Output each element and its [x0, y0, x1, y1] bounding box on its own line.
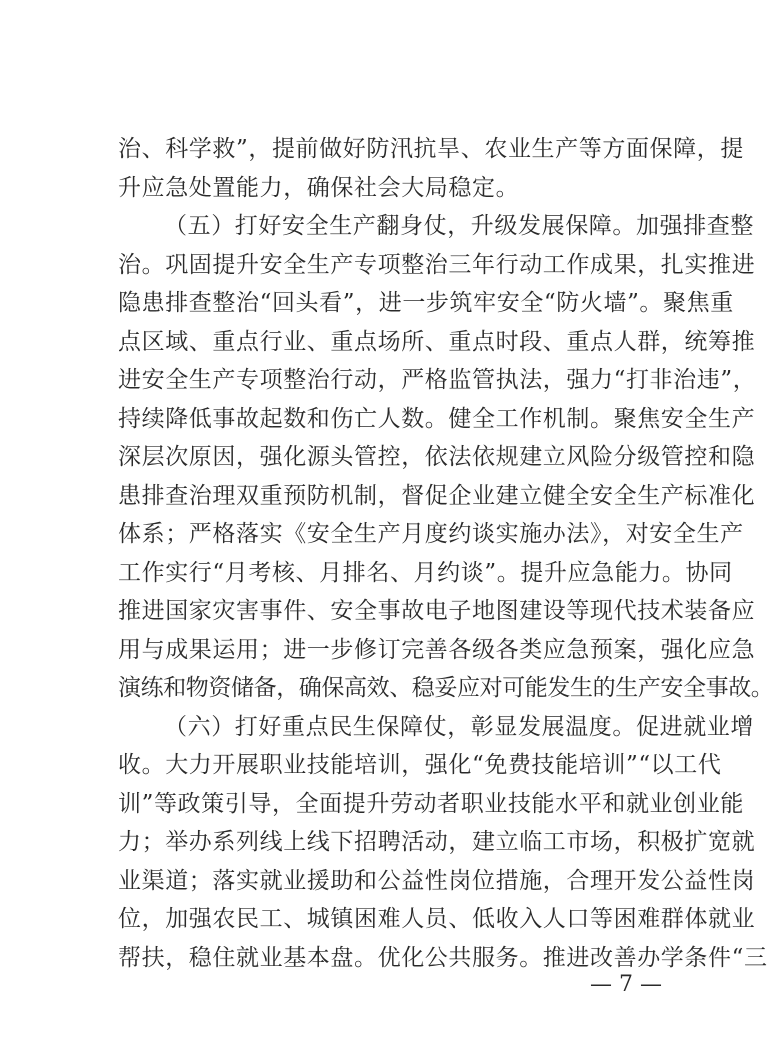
text-line: 位，加强农民工、城镇困难人员、低收入人口等困难群体就业: [118, 906, 756, 932]
text-line: 工作实行“月考核、月排名、月约谈”。提升应急能力。协同: [118, 559, 733, 586]
text-line: 演练和物资储备，确保高效、稳妥应对可能发生的生产安全事故。: [118, 675, 773, 701]
text-line: 训”等政策引导，全面提升劳动者职业技能水平和就业创业能: [118, 790, 744, 817]
text-line: 患排查治理双重预防机制，督促企业建立健全安全生产标准化: [118, 482, 756, 509]
text-line: 升应急处置能力，确保社会大局稳定。: [118, 174, 520, 201]
text-line: 推进国家灾害事件、安全事故电子地图建设等现代技术装备应: [118, 598, 756, 624]
text-line: 深层次原因，强化源头管控，依法依规建立风险分级管控和隐: [118, 444, 756, 470]
page-number: — 7 —: [590, 972, 662, 997]
text-line: 治、科学救”，提前做好防汛抗旱、农业生产等方面保障，提: [118, 136, 744, 162]
text-line: 隐患排查整治“回头看”，进一步筑牢安全“防火墙”。聚焦重: [118, 290, 734, 316]
section-heading-line: （六）打好重点民生保障仗，彰显发展温度。促进就业增: [164, 713, 754, 740]
text-line: 力；举办系列线上线下招聘活动，建立临工市场，积极扩宽就: [118, 829, 756, 855]
text-line: 帮扶，稳住就业基本盘。优化公共服务。推进改善办学条件“三: [118, 944, 768, 971]
section-heading-line: （五）打好安全生产翻身仗，升级发展保障。加强排查整: [164, 213, 754, 239]
text-line: 治。巩固提升安全生产专项整治三年行动工作成果，扎实推进: [118, 251, 756, 278]
text-line: 进安全生产专项整治行动，严格监管执法，强力“打非治违”，: [118, 367, 757, 393]
text-line: 业渠道；落实就业援助和公益性岗位措施，合理开发公益性岗: [118, 867, 756, 894]
text-line: 收。大力开展职业技能培训，强化“免费技能培训”“以工代: [118, 752, 722, 778]
text-line: 持续降低事故起数和伤亡人数。健全工作机制。聚焦安全生产: [118, 405, 756, 432]
text-line: 点区域、重点行业、重点场所、重点时段、重点人群，统筹推: [118, 328, 756, 355]
text-line: 用与成果运用；进一步修订完善各级各类应急预案，强化应急: [118, 636, 756, 663]
text-line: 体系；严格落实《安全生产月度约谈实施办法》，对安全生产: [118, 521, 744, 547]
